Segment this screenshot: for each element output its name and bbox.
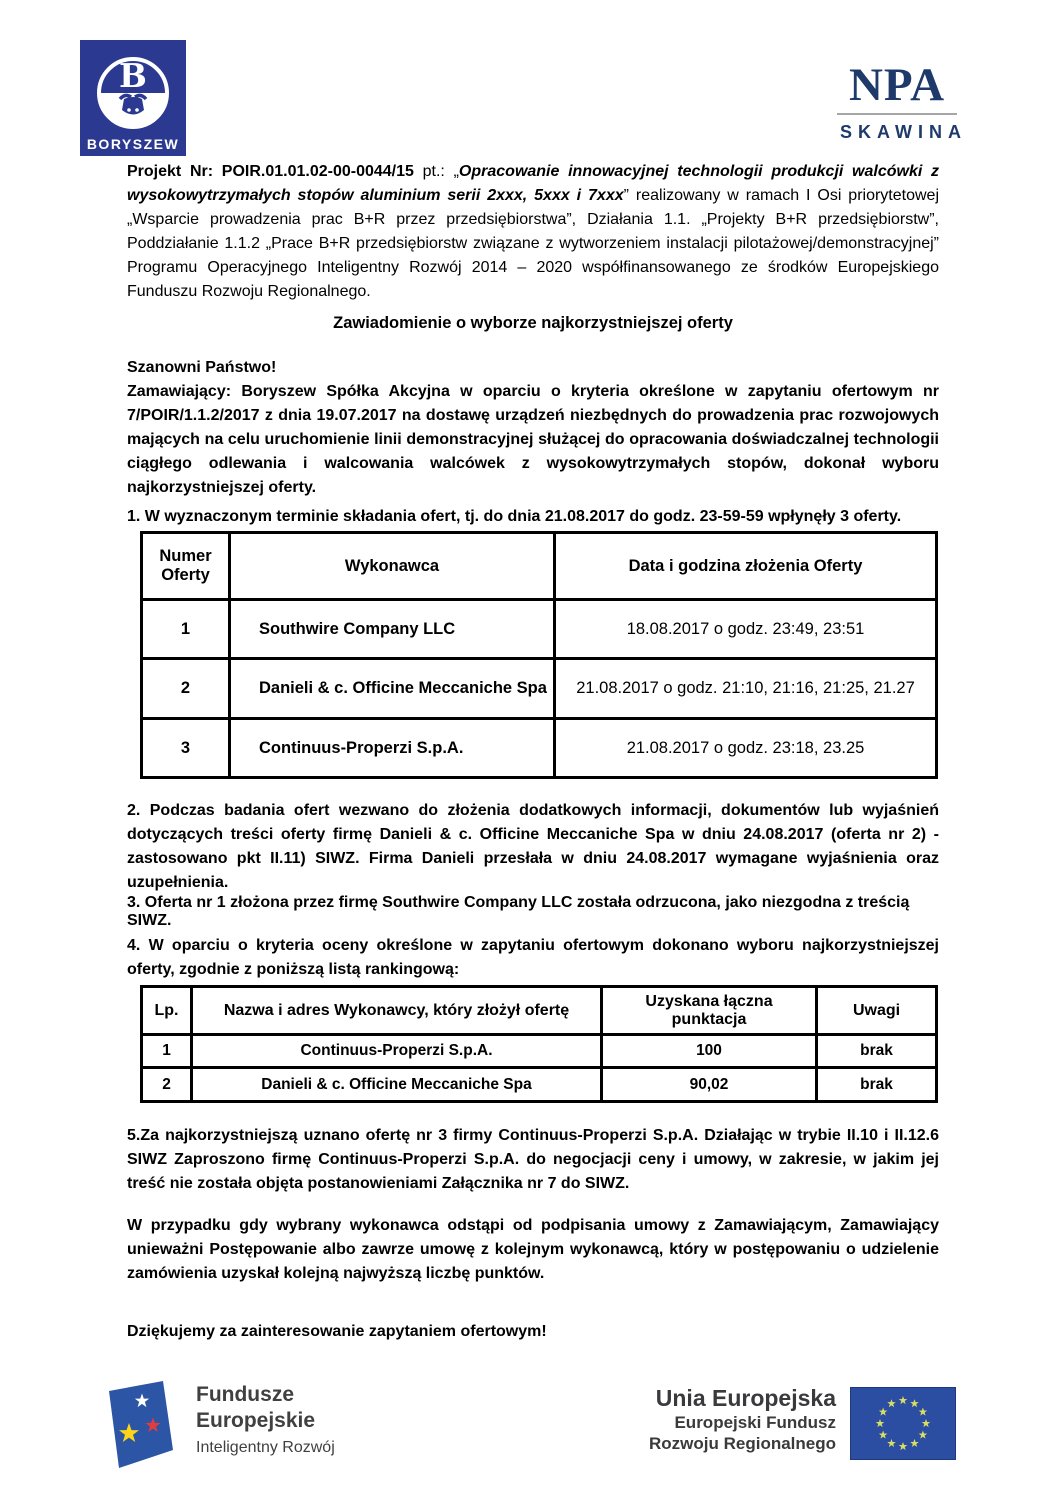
unia-europejska-label xyxy=(560,1385,836,1454)
offer-datetime: 18.08.2017 o godz. 23:49, 23:51 xyxy=(555,600,937,659)
ranking-table-header-row xyxy=(142,987,937,1035)
list-item-1: 1. W wyznaczonym terminie składania ofert, tj. do dnia 21.08.2017 do godz. 23-59-59 wpłynęły 3 oferty. xyxy=(127,508,902,525)
npa-divider-line xyxy=(837,113,957,115)
npa-logo-text: NPA xyxy=(848,59,946,111)
ranking-contractor: Continuus-Properzi S.p.A. xyxy=(192,1035,602,1068)
eu-flag-icon xyxy=(850,1387,956,1465)
list-item-3: 3. Oferta nr 1 złożona przez firmę Southwire Company LLC została odrzucona, jako niezgodna z treścią SIWZ. xyxy=(127,894,910,929)
npa-skawina-logo xyxy=(834,59,967,143)
offers-table-row-3 xyxy=(142,719,937,778)
offer-contractor: Danieli & c. Officine Meccaniche Spa xyxy=(230,659,555,719)
ranking-col-lp-header: Lp. xyxy=(142,987,192,1035)
ranking-number: 1 xyxy=(142,1035,192,1068)
project-pt-prefix: pt.: „ xyxy=(413,163,459,180)
offer-datetime: 21.08.2017 o godz. 21:10, 21:16, 21:25, 21.27 xyxy=(555,659,937,719)
offers-col-datetime-header: Data i godzina złożenia Oferty xyxy=(555,533,937,600)
ranking-table-row-1 xyxy=(142,1035,937,1068)
offer-number: 1 xyxy=(142,600,230,659)
unia-line2: Europejski Fundusz xyxy=(674,1413,836,1432)
ranking-table-row-2 xyxy=(142,1068,937,1102)
unia-line3: Rozwoju Regionalnego xyxy=(649,1434,836,1453)
boryszew-logo-icon xyxy=(80,40,186,156)
fundusze-line3: Inteligentny Rozwój xyxy=(196,1439,335,1456)
ranking-table xyxy=(140,985,938,1103)
list-item-5: 5.Za najkorzystniejszą uznano ofertę nr 3 firmy Continuus-Properzi S.p.A. Działając w trybie II.10 i II.12.6 SIWZ Zaproszono firmę Continuus-Properzi S.p.A. do negocjacji ceny i umowy, w zakresie, w jakim jej treść nie została objęta postanowieniami Załącznika nr 7 do SIWZ. xyxy=(127,1127,939,1192)
boryszew-emblem-icon xyxy=(80,40,186,156)
project-header-paragraph xyxy=(127,160,939,304)
fundusze-line2: Europejskie xyxy=(196,1409,316,1432)
ranking-points: 100 xyxy=(602,1035,817,1068)
offers-table xyxy=(140,531,938,779)
ranking-col-name-header: Nazwa i adres Wykonawcy, który złożył ofertę xyxy=(192,987,602,1035)
ranking-col-notes-header: Uwagi xyxy=(817,987,937,1035)
ranking-notes: brak xyxy=(817,1068,937,1102)
greeting-block xyxy=(127,356,939,500)
fundusze-europejskie-label xyxy=(196,1382,335,1457)
offer-contractor: Southwire Company LLC xyxy=(230,600,555,659)
ranking-col-points-header: Uzyskana łączna punktacja xyxy=(602,987,817,1035)
ranking-notes: brak xyxy=(817,1035,937,1068)
ranking-number: 2 xyxy=(142,1068,192,1102)
fundusze-europejskie-flag-icon xyxy=(95,1378,185,1478)
list-item-2: 2. Podczas badania ofert wezwano do złożenia dodatkowych informacji, dokumentów lub wyjaśnień dotyczących treści oferty firmę Danieli & c. Officine Meccaniche Spa w dniu 24.08.2017 (oferta nr 2) - zastosowano pkt II.11) SIWZ. Firma Danieli przesłała w dniu 24.08.2017 wymagane wyjaśnienia oraz uzupełnienia. xyxy=(127,802,939,891)
closing-paragraph: W przypadku gdy wybrany wykonawca odstąpi od podpisania umowy z Zamawiającym, Zamawiający unieważni Postępowanie albo zawrze umowę z kolejnym wykonawcą, który w postępowaniu o udzielenie zamówienia uzyskał kolejną najwyższą liczbę punktów. xyxy=(127,1217,939,1282)
thanks-paragraph: Dziękujemy za zainteresowanie zapytaniem ofertowym! xyxy=(127,1323,547,1340)
offer-datetime: 21.08.2017 o godz. 23:18, 23.25 xyxy=(555,719,937,778)
offers-col-contractor-header: Wykonawca xyxy=(230,533,555,600)
opening-paragraph: Zamawiający: Boryszew Spółka Akcyjna w oparciu o kryteria określone w zapytaniu ofertowym nr 7/POIR/1.1.2/2017 z dnia 19.07.2017 na dostawę urządzeń niezbędnych do prowadzenia prac rozwojowych mających na celu uruchomienie linii demonstracyjnej służącej do opracowania doświadczalnej technologii ciągłego odlewania i walcowania walcówek z wysokowytrzymałych stopów, dokonał wyboru najkorzystniejszej oferty. xyxy=(127,383,939,496)
svg-text:BORYSZEW: BORYSZEW xyxy=(86,136,180,152)
project-description: ” realizowany w ramach I Osi priorytetowej „Wsparcie prowadzenia prac B+R przez przedsiębiorstwa”, Działania 1.1. „Projekty B+R przedsiębiorstw”, Poddziałanie 1.1.2 „Prace B+R przedsiębiorstw związane z wytworzeniem instalacji pilotażowej/demonstracyjnej” Programu Operacyjnego Inteligentny Rozwój 2014 – 2020 współfinansowanego ze środków Europejskiego Funduszu Rozwoju Regionalnego. xyxy=(127,187,940,300)
offers-col-number-header: Numer Oferty xyxy=(142,533,230,600)
offer-contractor: Continuus-Properzi S.p.A. xyxy=(230,719,555,778)
list-item-4: 4. W oparciu o kryteria oceny określone w zapytaniu ofertowym dokonano wyboru najkorzystniejszej oferty, zgodnie z poniższą listą rankingową: xyxy=(127,937,939,978)
salutation: Szanowni Państwo! xyxy=(127,359,277,376)
offer-number: 2 xyxy=(142,659,230,719)
project-title: Opracowanie innowacyjnej technologii produkcji walcówki z wysokowytrzymałych stopów aluminium serii 2xxx, 5xxx i 7xxx xyxy=(127,163,940,204)
offers-table-row-2 xyxy=(142,659,937,719)
offer-number: 3 xyxy=(142,719,230,778)
offers-table-header-row xyxy=(142,533,937,600)
svg-text:B: B xyxy=(119,56,147,95)
offers-table-row-1 xyxy=(142,600,937,659)
project-number: Projekt Nr: POIR.01.01.02-00-0044/15 xyxy=(127,163,414,180)
fundusze-line1: Fundusze xyxy=(196,1383,294,1406)
ranking-points: 90,02 xyxy=(602,1068,817,1102)
document-title: Zawiadomienie o wyborze najkorzystniejszej oferty xyxy=(333,314,733,332)
unia-line1: Unia Europejska xyxy=(655,1385,836,1411)
ranking-contractor: Danieli & c. Officine Meccaniche Spa xyxy=(192,1068,602,1102)
npa-logo-subtitle: SKAWINA xyxy=(840,122,967,142)
